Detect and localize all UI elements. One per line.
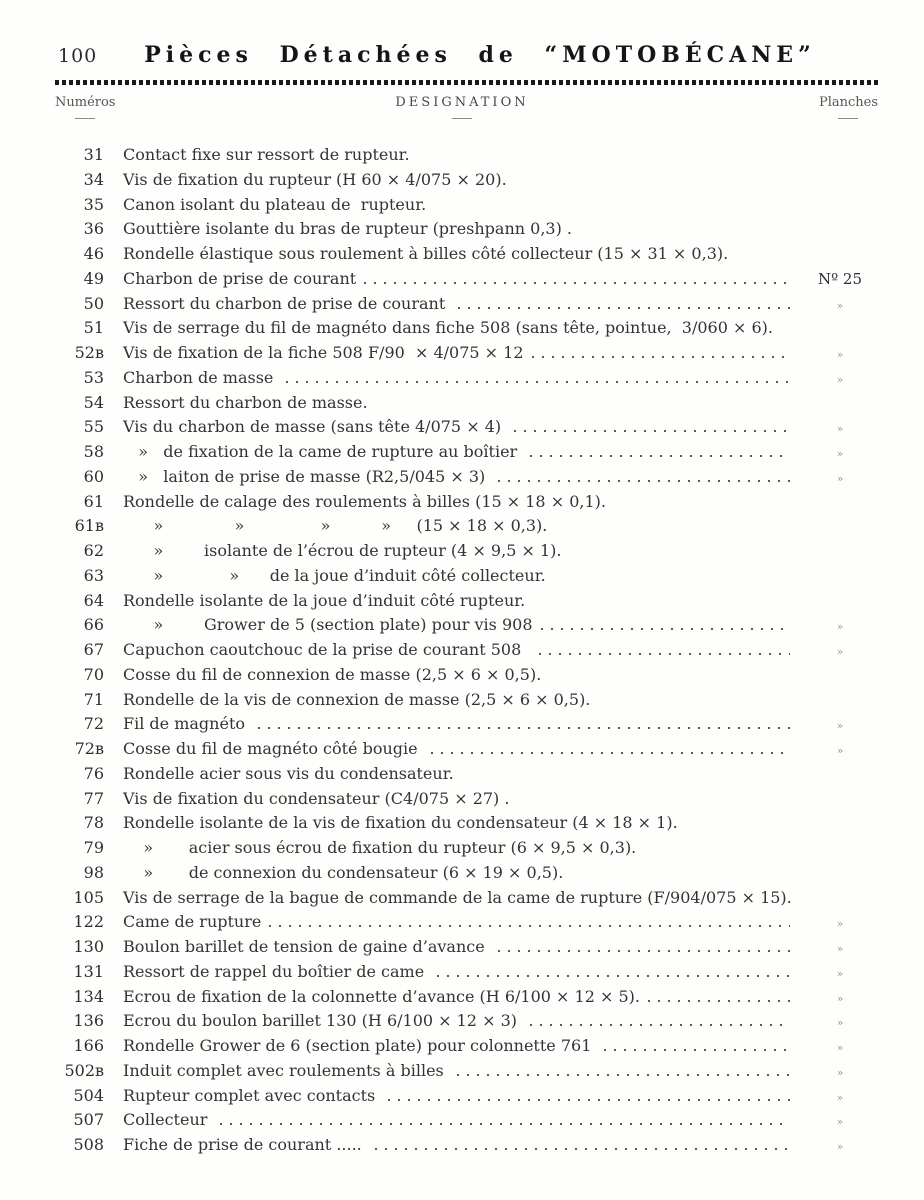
dotted-leader <box>364 282 790 284</box>
table-row <box>0 910 924 935</box>
part-number: 64 <box>83 590 104 610</box>
part-number: 35 <box>83 194 104 214</box>
part-number: 134 <box>73 986 104 1006</box>
part-number: 34 <box>83 169 104 189</box>
header-dash <box>452 118 472 119</box>
part-number: 62 <box>83 541 104 560</box>
dotted-leader <box>530 455 790 457</box>
part-number: 98 <box>83 862 104 882</box>
table-row <box>0 391 924 416</box>
page-title: Pièces Détachées de “MOTOBÉCANE” <box>144 42 816 68</box>
part-number: 67 <box>83 640 104 659</box>
dotted-leader <box>532 356 790 358</box>
part-number: 122 <box>73 912 104 932</box>
dotted-leader <box>514 430 790 432</box>
part-description: Ressort du charbon de prise de courant <box>123 293 451 313</box>
planche-ref: » <box>836 1043 844 1054</box>
dotted-leader <box>541 628 791 630</box>
dotted-leader <box>375 1148 790 1150</box>
part-description: Rondelle élastique sous roulement à billes côté collecteur (15 × 31 × 0,3). <box>123 244 729 263</box>
part-number: 63 <box>83 565 104 585</box>
table-row <box>0 564 924 589</box>
part-description: Came de rupture <box>123 912 262 932</box>
part-description: » acier sous écrou de fixation du rupteur (6 × 9,5 × 0,3). <box>123 838 637 857</box>
part-number: 71 <box>83 689 104 709</box>
part-description: Vis de fixation du condensateur (C4/075 × 27) . <box>123 788 510 808</box>
table-row <box>0 737 924 762</box>
part-description: » » de la joue d’induit côté collecteur. <box>123 565 546 585</box>
planche-ref: » <box>836 721 844 733</box>
table-row <box>0 960 924 985</box>
table-row <box>0 886 924 911</box>
part-number: 31 <box>83 145 104 164</box>
part-number: 46 <box>83 244 104 263</box>
planche-ref: » <box>836 1117 844 1129</box>
table-row <box>0 1084 924 1109</box>
table-row <box>0 787 924 812</box>
part-number: 78 <box>83 813 104 833</box>
table-row <box>0 762 924 787</box>
part-description: Capuchon caoutchouc de la prise de courant 508 <box>123 640 532 659</box>
part-description: Ressort du charbon de masse. <box>123 392 368 412</box>
part-number: 130 <box>73 937 104 956</box>
dotted-leader <box>648 1000 790 1002</box>
dotted-leader <box>604 1049 790 1051</box>
table-row <box>0 168 924 193</box>
planche-ref: » <box>836 1018 844 1030</box>
part-number: 136 <box>73 1011 104 1031</box>
part-description: Vis de serrage de la bague de commande de la came de rupture (F/904/075 × 15). <box>123 887 792 907</box>
part-number: 61ʙ <box>74 516 104 536</box>
part-number: 53 <box>83 367 104 387</box>
part-description: Canon isolant du plateau de rupteur. <box>123 194 427 214</box>
table-row <box>0 836 924 861</box>
table-row <box>0 539 924 564</box>
table-row <box>0 663 924 688</box>
part-description: » » » » (15 × 18 × 0,3). <box>123 516 548 536</box>
planche-ref: » <box>836 300 844 312</box>
table-row <box>0 366 924 391</box>
table-row <box>0 811 924 836</box>
dotted-leader <box>437 975 790 977</box>
part-description: Charbon de prise de courant <box>123 268 357 288</box>
planche-ref: » <box>836 647 844 658</box>
part-number: 60 <box>83 466 104 486</box>
planche-ref: » <box>836 374 844 386</box>
dotted-leader <box>258 727 790 729</box>
part-description: » isolante de l’écrou de rupteur (4 × 9,5 × 1). <box>123 541 562 560</box>
column-header-planches <box>819 95 878 119</box>
table-row <box>0 341 924 366</box>
part-description: Fiche de prise de courant ..... <box>123 1135 367 1154</box>
part-number: 66 <box>83 615 104 635</box>
planche-ref: » <box>836 968 844 980</box>
part-description: Rondelle de la vis de connexion de masse (2,5 × 6 × 0,5). <box>123 689 591 709</box>
table-row <box>0 688 924 713</box>
part-description: Gouttière isolante du bras de rupteur (preshpann 0,3) . <box>123 219 573 239</box>
part-description: Charbon de masse <box>123 367 279 387</box>
part-number: 61 <box>83 491 104 511</box>
table-row <box>0 316 924 341</box>
part-number: 72 <box>83 714 104 734</box>
part-description: » de connexion du condensateur (6 × 19 × 0,5). <box>123 862 564 882</box>
part-number: 504 <box>73 1085 104 1105</box>
table-row <box>0 440 924 465</box>
part-number: 58 <box>83 442 104 461</box>
part-number: 50 <box>83 293 104 313</box>
column-header-numeros-label: Numéros <box>55 95 116 110</box>
table-row <box>0 1034 924 1059</box>
dotted-leader <box>530 1024 790 1026</box>
table-row <box>0 985 924 1010</box>
table-row <box>0 415 924 440</box>
table-row <box>0 514 924 539</box>
planche-ref: » <box>836 919 844 931</box>
dotted-leader <box>498 950 790 952</box>
part-description: Ecrou de fixation de la colonnette d’avance (H 6/100 × 12 × 5). <box>123 986 640 1006</box>
part-description: Cosse du fil de connexion de masse (2,5 × 6 × 0,5). <box>123 664 542 684</box>
table-row <box>0 1108 924 1133</box>
part-description: » de fixation de la came de rupture au boîtier <box>123 442 523 461</box>
part-number: 105 <box>73 887 104 907</box>
dotted-leader <box>539 653 790 655</box>
table-row <box>0 193 924 218</box>
dotted-leader <box>286 381 790 383</box>
part-description: Rondelle acier sous vis du condensateur. <box>123 763 454 783</box>
planche-ref: » <box>836 449 844 460</box>
planche-ref: » <box>836 993 844 1005</box>
column-header-designation-label: DESIGNATION <box>395 95 529 110</box>
dotted-rule <box>55 80 880 85</box>
part-description: » Grower de 5 (section plate) pour vis 908 <box>123 615 533 635</box>
planche-ref: » <box>836 1067 844 1079</box>
planche-ref: » <box>836 350 844 361</box>
table-row <box>0 712 924 737</box>
table-row <box>0 935 924 960</box>
part-description: Contact fixe sur ressort de rupteur. <box>123 145 410 164</box>
part-number: 36 <box>83 219 104 239</box>
planche-ref: » <box>836 1142 844 1153</box>
part-description: » laiton de prise de masse (R2,5/045 × 3) <box>123 466 491 486</box>
table-row <box>0 1059 924 1084</box>
dotted-leader <box>269 925 790 927</box>
part-description: Ecrou du boulon barillet 130 (H 6/100 × 12 × 3) <box>123 1011 523 1031</box>
part-number: 166 <box>73 1036 104 1055</box>
part-description: Rondelle Grower de 6 (section plate) pour colonnette 761 <box>123 1036 597 1055</box>
part-number: 49 <box>83 268 104 288</box>
table-row <box>0 861 924 886</box>
dotted-leader <box>458 307 790 309</box>
planche-ref: » <box>836 944 844 955</box>
table-row <box>0 143 924 168</box>
part-number: 502ʙ <box>64 1060 104 1080</box>
column-header-designation <box>0 95 924 119</box>
part-description: Rondelle de calage des roulements à billes (15 × 18 × 0,1). <box>123 491 606 511</box>
planche-ref: Nº 25 <box>817 269 863 288</box>
part-description: Vis de fixation du rupteur (H 60 × 4/075 × 20). <box>123 169 507 189</box>
table-row <box>0 292 924 317</box>
dotted-leader <box>498 480 790 482</box>
part-number: 51 <box>83 318 104 338</box>
part-description: Rondelle isolante de la joue d’induit côté rupteur. <box>123 590 526 610</box>
table-row <box>0 242 924 267</box>
table-row <box>0 267 924 292</box>
part-description: Rupteur complet avec contacts <box>123 1085 381 1105</box>
dotted-leader <box>431 752 790 754</box>
table-row <box>0 1009 924 1034</box>
parts-list <box>0 143 924 1158</box>
planche-ref: » <box>836 1092 844 1104</box>
part-number: 77 <box>83 788 104 808</box>
table-row <box>0 638 924 663</box>
column-header-planches-label: Planches <box>818 95 878 110</box>
part-number: 508 <box>73 1135 104 1154</box>
dotted-leader <box>388 1099 790 1101</box>
part-description: Vis de fixation de la fiche 508 F/90 × 4/075 × 12 <box>123 343 524 362</box>
part-number: 55 <box>83 417 104 437</box>
dotted-leader <box>220 1123 790 1125</box>
part-description: Ressort de rappel du boîtier de came <box>123 961 430 981</box>
part-description: Vis de serrage du fil de magnéto dans fiche 508 (sans tête, pointue, 3/060 × 6). <box>123 318 773 338</box>
planche-ref: » <box>836 622 844 634</box>
part-number: 79 <box>83 838 104 857</box>
table-row <box>0 589 924 614</box>
part-description: Collecteur <box>123 1110 213 1130</box>
header-dash <box>838 118 858 119</box>
table-row <box>0 490 924 515</box>
dotted-leader <box>457 1074 790 1076</box>
table-row <box>0 217 924 242</box>
table-row <box>0 465 924 490</box>
part-number: 52ʙ <box>74 343 104 362</box>
page-header <box>0 42 924 72</box>
part-number: 72ʙ <box>74 739 104 758</box>
part-number: 76 <box>83 763 104 783</box>
part-number: 54 <box>83 392 104 412</box>
page-number: 100 <box>58 45 98 67</box>
column-headers <box>0 95 924 135</box>
part-description: Induit complet avec roulements à billes <box>123 1060 449 1080</box>
planche-ref: » <box>836 746 844 757</box>
part-description: Vis du charbon de masse (sans tête 4/075 × 4) <box>123 417 507 437</box>
part-description: Fil de magnéto <box>123 714 251 734</box>
planche-ref: » <box>836 424 844 436</box>
part-description: Cosse du fil de magnéto côté bougie <box>123 739 423 758</box>
part-number: 70 <box>83 664 104 684</box>
planche-ref: » <box>836 473 844 485</box>
table-row <box>0 613 924 638</box>
part-number: 131 <box>73 961 104 981</box>
part-description: Rondelle isolante de la vis de fixation du condensateur (4 × 18 × 1). <box>123 813 678 833</box>
part-description: Boulon barillet de tension de gaine d’avance <box>123 937 490 956</box>
part-number: 507 <box>73 1110 104 1130</box>
table-row <box>0 1133 924 1158</box>
